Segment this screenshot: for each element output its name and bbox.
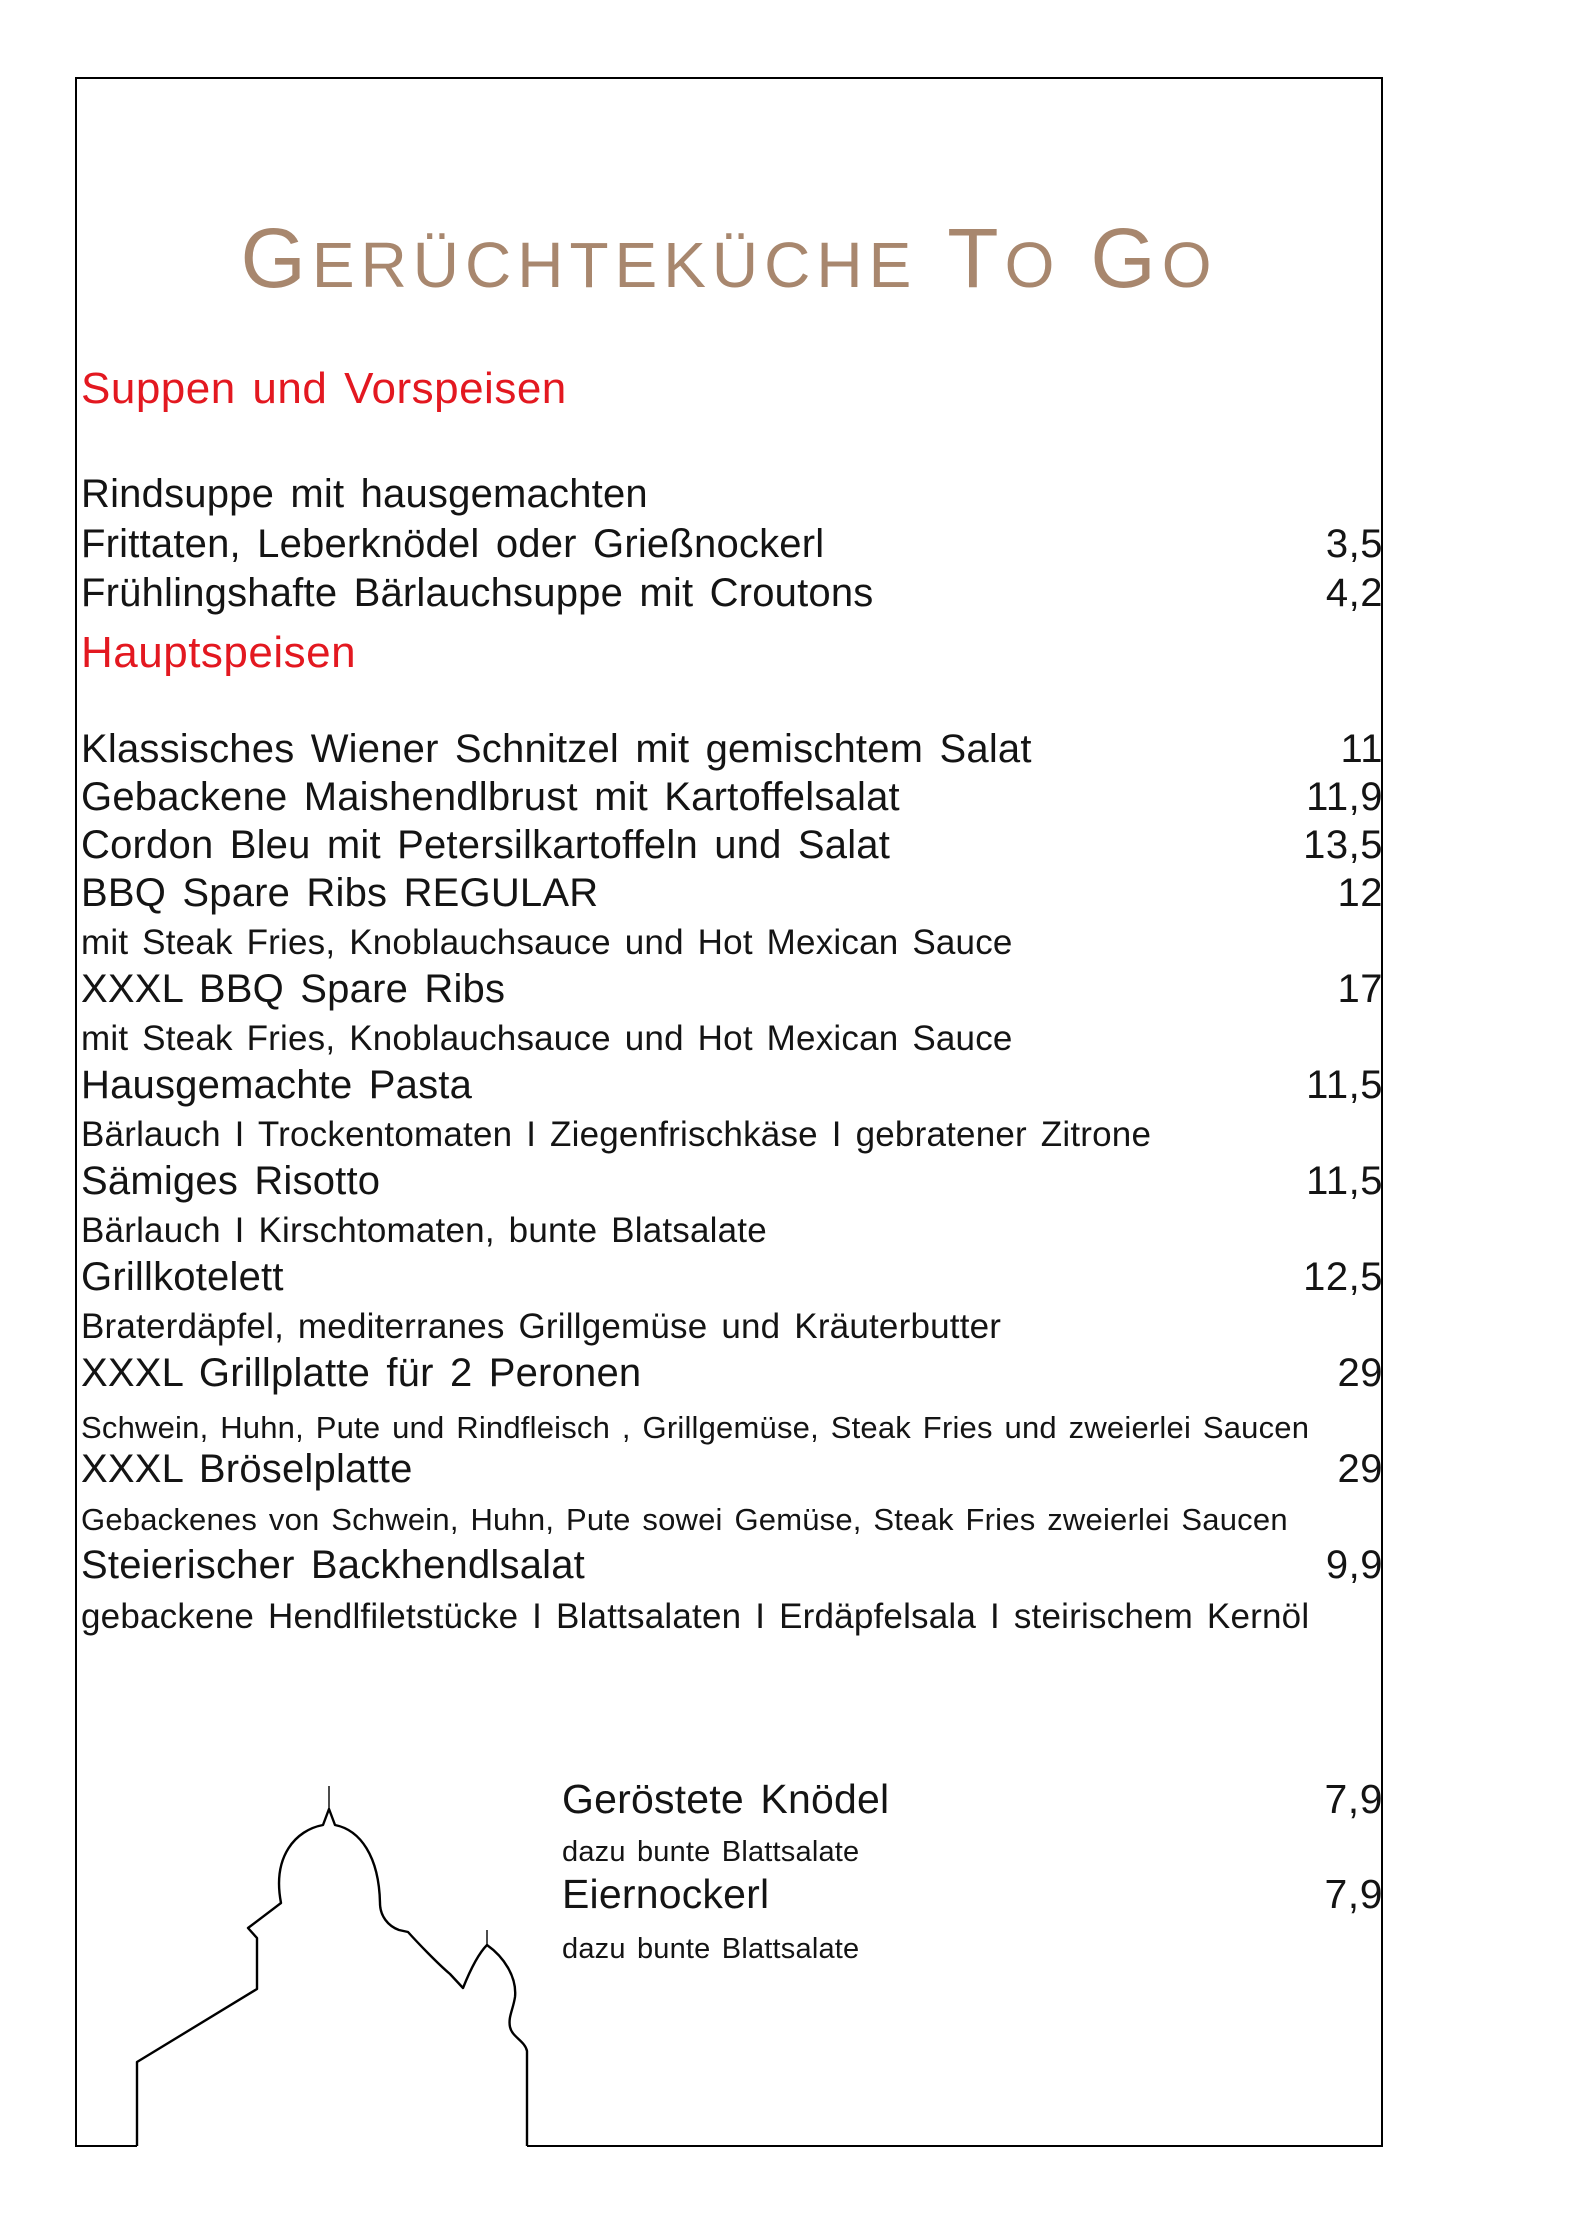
menu-item-row (81, 1348, 1383, 1398)
menu-item-row (81, 568, 1383, 618)
menu-item-row (81, 964, 1383, 1014)
title-initial: G (1090, 211, 1162, 305)
item-price: 4,2 (1325, 571, 1383, 615)
item-description-text: gebackene Hendlfiletstücke I Blattsalaten I Erdäpfelsala I steirischem Kernöl (81, 1597, 1310, 1636)
building-silhouette-drawing (137, 1809, 527, 2146)
item-name: Cordon Bleu mit Petersilkartoffeln und Salat (81, 823, 891, 867)
item-description-text: Braterdäpfel, mediterranes Grillgemüse und Kräuterbutter (81, 1307, 1002, 1346)
item-price: 3,5 (1325, 522, 1383, 566)
item-name: XXXL BBQ Spare Ribs (81, 967, 506, 1011)
item-name: Geröstete Knödel (562, 1776, 890, 1822)
section-heading-label: Hauptspeisen (81, 628, 357, 677)
item-description (81, 1014, 1383, 1064)
menu-item-row (81, 772, 1383, 822)
item-name: Gebackene Maishendlbrust mit Kartoffelsalat (81, 775, 900, 819)
menu-item-row (81, 1540, 1383, 1590)
menu-item-row (562, 1869, 1383, 1919)
menu-item-row (81, 1444, 1383, 1494)
title-initial: G (240, 211, 312, 305)
menu-item-row (81, 724, 1383, 774)
item-description-text: Gebackenes von Schwein, Huhn, Pute sowei Gemüse, Steak Fries zweierlei Saucen (81, 1502, 1288, 1537)
title-smallcaps: O (1004, 229, 1061, 301)
item-price: 7,9 (1324, 1776, 1383, 1822)
item-description-text: mit Steak Fries, Knoblauchsauce und Hot Mexican Sauce (81, 1019, 1013, 1058)
item-price: 9,9 (1325, 1543, 1383, 1587)
item-description-text: Bärlauch I Trockentomaten I Ziegenfrischkäse I gebratener Zitrone (81, 1115, 1152, 1154)
item-description-text: Schwein, Huhn, Pute und Rindfleisch , Grillgemüse, Steak Fries und zweierlei Saucen (81, 1410, 1310, 1445)
item-name: Sämiges Risotto (81, 1159, 381, 1203)
menu-item-row (81, 820, 1383, 870)
item-name: BBQ Spare Ribs REGULAR (81, 871, 599, 915)
item-description (81, 1495, 1383, 1545)
title-initial: T (947, 211, 1005, 305)
item-price: 12 (1337, 871, 1383, 915)
title-smallcaps: ERÜCHTEKÜCHE (311, 229, 918, 301)
menu-item-row (81, 1156, 1383, 1206)
item-description-text: mit Steak Fries, Knoblauchsauce und Hot Mexican Sauce (81, 923, 1013, 962)
item-name: XXXL Bröselplatte (81, 1447, 413, 1491)
menu-item-row (562, 1774, 1383, 1824)
item-name: Eiernockerl (562, 1871, 770, 1917)
item-name: Hausgemachte Pasta (81, 1063, 473, 1107)
item-price: 11,9 (1306, 775, 1383, 819)
item-price: 13,5 (1303, 823, 1383, 867)
menu-item-row (81, 1252, 1383, 1302)
section-heading-suppen-und-vorspeisen (81, 364, 1383, 414)
item-description-text: Bärlauch I Kirschtomaten, bunte Blatsalate (81, 1211, 767, 1250)
item-price: 12,5 (1303, 1255, 1383, 1299)
menu-item-row (81, 519, 1383, 569)
item-name: Frühlingshafte Bärlauchsuppe mit Croutons (81, 571, 874, 615)
section-heading-hauptspeisen (81, 628, 1383, 678)
item-price: 11,5 (1306, 1063, 1383, 1107)
menu-item-row (81, 868, 1383, 918)
item-description-text: dazu bunte Blattsalate (562, 1933, 860, 1965)
item-description (81, 1302, 1383, 1352)
title-smallcaps: O (1161, 229, 1218, 301)
item-price: 11,5 (1306, 1159, 1383, 1203)
item-description (562, 1924, 1383, 1974)
item-description (81, 1206, 1383, 1256)
item-description-text: dazu bunte Blattsalate (562, 1836, 860, 1868)
item-price: 29 (1337, 1351, 1383, 1395)
menu-title (76, 208, 1382, 333)
item-name: Grillkotelett (81, 1255, 284, 1299)
dome-spires (329, 1786, 487, 1945)
item-description (81, 1110, 1383, 1160)
item-name: XXXL Grillplatte für 2 Peronen (81, 1351, 642, 1395)
item-name: Klassisches Wiener Schnitzel mit gemischtem Salat (81, 727, 1032, 771)
item-description (81, 918, 1383, 968)
item-name: Rindsuppe mit hausgemachten (81, 472, 648, 516)
item-price: 17 (1337, 967, 1383, 1011)
item-name: Steierischer Backhendlsalat (81, 1543, 585, 1587)
section-heading-label: Suppen und Vorspeisen (81, 364, 567, 413)
item-name: Frittaten, Leberknödel oder Grießnockerl (81, 522, 825, 566)
item-price: 29 (1337, 1447, 1383, 1491)
menu-item-row (81, 1060, 1383, 1110)
item-description (81, 1592, 1383, 1642)
item-price: 11 (1340, 727, 1383, 771)
menu-item-row (81, 469, 1383, 519)
item-price: 7,9 (1324, 1871, 1383, 1917)
